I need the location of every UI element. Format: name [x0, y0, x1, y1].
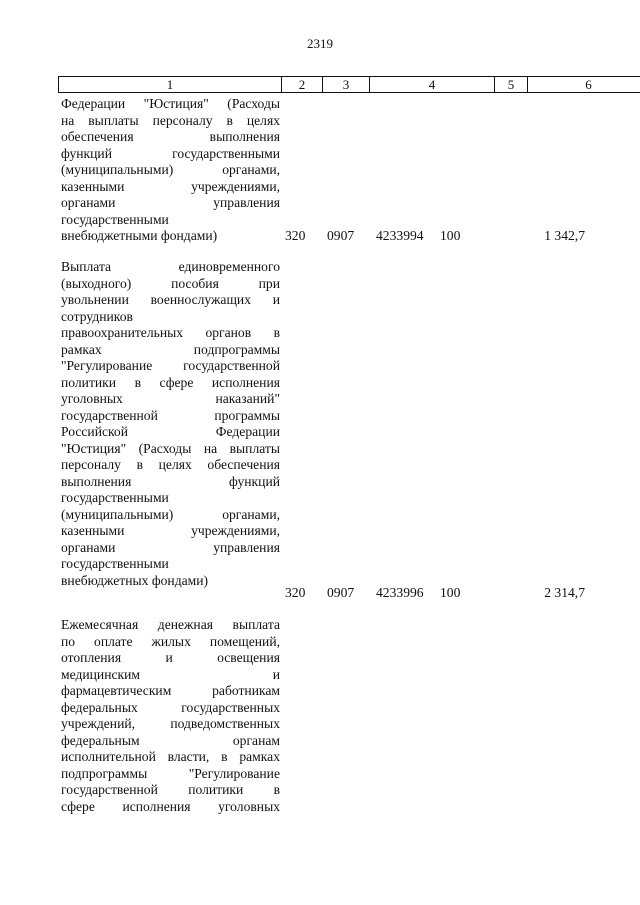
description-line: увольнении военнослужащих и [61, 292, 280, 307]
column-header-4: 4 [369, 76, 494, 93]
description-line: государственными [61, 211, 169, 227]
description-line: федеральным органам [61, 732, 280, 748]
description-line: персоналу в целях обеспечения [61, 457, 280, 472]
description-line: правоохранительных органов в [61, 325, 280, 340]
row-expense-type: 100 [440, 228, 461, 243]
description-line: внебюджетными фондами) [61, 228, 218, 243]
description-line: на выплаты персоналу в целях [61, 112, 280, 128]
page-number: 2319 [307, 36, 333, 51]
description-line: функций государственными [61, 145, 280, 161]
description-line: "Юстиция" (Расходы на выплаты [61, 440, 280, 456]
description-line: Российской Федерации [61, 424, 280, 439]
row-code: 320 [285, 585, 306, 600]
column-header-1: 1 [58, 76, 281, 93]
description-line: Ежемесячная денежная выплата [61, 617, 280, 632]
description-line: сфере исполнения уголовных [61, 798, 280, 814]
description-line: "Регулирование государственной [61, 358, 280, 373]
description-line: Федерации "Юстиция" (Расходы [61, 96, 280, 111]
description-line: по оплате жилых помещений, [61, 633, 280, 649]
column-header-3: 3 [322, 76, 369, 93]
row-expense-type: 100 [440, 585, 461, 600]
column-header-2: 2 [281, 76, 322, 93]
description-line: органами управления [61, 539, 280, 555]
row-description [61, 96, 280, 245]
description-line: (муниципальными) органами, [61, 506, 280, 522]
row-description [61, 259, 280, 589]
description-line: подпрограммы "Регулирование [61, 765, 280, 781]
description-line: рамках подпрограммы [61, 341, 280, 357]
description-line: отопления и освещения [61, 650, 280, 665]
description-line: выполнения функций [61, 473, 280, 489]
row-section: 0907 [327, 228, 355, 243]
description-line: государственными [61, 556, 169, 571]
description-line: казенными учреждениями, [61, 523, 280, 538]
description-line: Выплата единовременного [61, 259, 280, 274]
description-line: органами управления [61, 195, 280, 210]
row-description [61, 617, 280, 815]
description-line: сотрудников [61, 308, 133, 324]
row-section: 0907 [327, 585, 355, 600]
row-target-article: 4233996 [376, 585, 424, 600]
column-header-5: 5 [494, 76, 527, 93]
description-line: медицинским и [61, 666, 280, 682]
description-line: казенными учреждениями, [61, 178, 280, 194]
row-amount: 2 314,7 [544, 585, 585, 600]
description-line: (муниципальными) органами, [61, 162, 280, 177]
description-line: обеспечения выполнения [61, 129, 280, 144]
description-line: фармацевтическим работникам [61, 683, 280, 698]
row-target-article: 4233994 [376, 228, 424, 243]
row-amount: 1 342,7 [544, 228, 585, 243]
description-line: уголовных наказаний" [61, 391, 280, 406]
description-line: внебюджетных фондами) [61, 572, 209, 588]
description-line: (выходного) пособия при [61, 275, 280, 291]
column-header-6: 6 [527, 76, 640, 93]
description-line: федеральных государственных [61, 699, 280, 715]
description-line: государственными [61, 490, 169, 505]
description-line: государственной программы [61, 407, 280, 423]
row-code: 320 [285, 228, 306, 243]
description-line: государственной политики в [61, 782, 280, 797]
description-line: политики в сфере исполнения [61, 374, 280, 390]
description-line: исполнительной власти, в рамках [61, 749, 280, 764]
description-line: учреждений, подведомственных [61, 716, 280, 731]
